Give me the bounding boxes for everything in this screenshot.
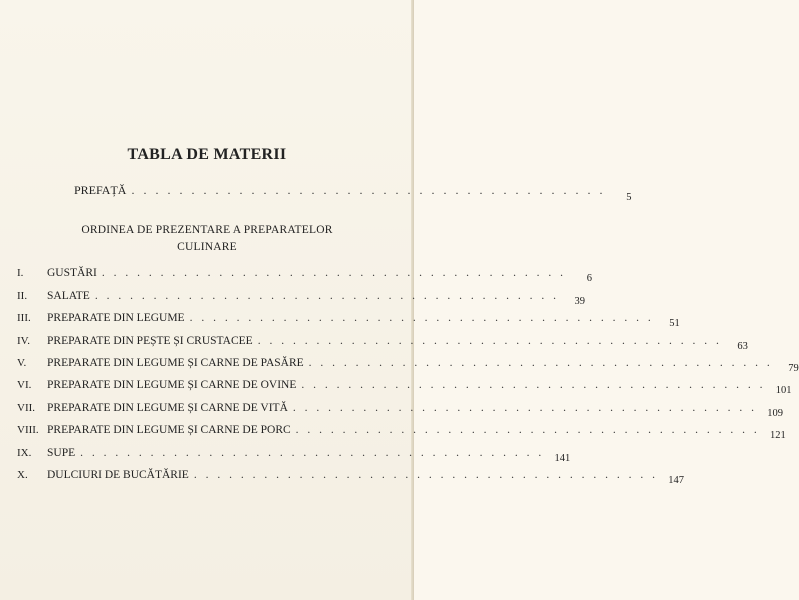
dot-leader: . . . . . . . . . . . . . . . . . . . . . . . . . . . . . . . . . . . . . . . . (295, 424, 760, 437)
chapter-page-number: 6 (586, 273, 592, 285)
chapter-page-number: 101 (775, 385, 792, 397)
chapter-number: VI. (17, 379, 32, 392)
toc-entry (17, 302, 680, 330)
chapter-number: II. (17, 289, 28, 302)
dot-leader: . . . . . . . . . . . . . . . . . . . . . . . . . . . . . . . . . . . . . . . . (292, 401, 757, 414)
chapter-title: PREPARATE DIN PEȘTE ȘI CRUSTACEE (47, 334, 253, 347)
section-heading-line-2: CULINARE (177, 241, 237, 253)
toc-entry (17, 279, 585, 307)
chapter-number: VIII. (17, 424, 39, 437)
chapter-number: X. (17, 468, 28, 481)
chapter-page-number: 109 (767, 407, 783, 419)
chapter-page-number: 51 (669, 318, 680, 330)
chapter-title: PREPARATE DIN LEGUME (47, 312, 185, 325)
dot-leader: . . . . . . . . . . . . . . . . . . . . . . . . . . . . . . . . . . . . . . . . (301, 379, 766, 392)
toc-entry (17, 347, 799, 374)
toc-entry (17, 257, 592, 285)
toc-entry (17, 369, 792, 397)
dot-leader: . . . . . . . . . . . . . . . . . . . . . . . . . . . . . . . . . . . . . . . . (257, 334, 722, 347)
preface-page-number: 5 (626, 192, 632, 203)
toc-entry (17, 459, 684, 486)
chapter-number: III. (17, 312, 31, 325)
dot-leader: . . . . . . . . . . . . . . . . . . . . . . . . . . . . . . . . . . . . . . . . (80, 446, 545, 459)
toc-entry (17, 391, 783, 419)
section-heading (0, 222, 414, 256)
dot-leader: . . . . . . . . . . . . . . . . . . . . . . . . . . . . . . . . . . . . . . . . (193, 468, 658, 481)
dot-leader: . . . . . . . . . . . . . . . . . . . . . . . . . . . . . . . . . . . . . . . . (101, 267, 566, 280)
chapter-number: V. (17, 356, 27, 369)
chapter-number: VII. (17, 401, 36, 414)
toc-entry (17, 414, 786, 442)
chapter-title: PREPARATE DIN LEGUME ȘI CARNE DE PASĂRE (47, 356, 304, 369)
dot-leader: . . . . . . . . . . . . . . . . . . . . . . . . . . . . . . . . . . . . . . . . (131, 183, 606, 197)
toc-list (17, 257, 799, 486)
toc-entry (17, 436, 571, 464)
chapter-number: I. (17, 267, 24, 280)
page-title: TABLA DE MATERII (127, 146, 287, 163)
chapter-title: SUPE (47, 446, 76, 459)
preface-entry (74, 183, 632, 203)
chapter-page-number: 141 (554, 452, 571, 464)
chapter-title: SALATE (47, 289, 90, 302)
dot-leader: . . . . . . . . . . . . . . . . . . . . . . . . . . . . . . . . . . . . . . . . (94, 289, 559, 302)
chapter-number: IV. (17, 334, 30, 347)
chapter-title: PREPARATE DIN LEGUME ȘI CARNE DE OVINE (47, 379, 297, 392)
chapter-title: GUSTĂRI (47, 267, 97, 280)
chapter-title: DULCIURI DE BUCĂTĂRIE (47, 468, 189, 481)
chapter-title: PREPARATE DIN LEGUME ȘI CARNE DE VITĂ (47, 401, 288, 414)
dot-leader: . . . . . . . . . . . . . . . . . . . . . . . . . . . . . . . . . . . . . . . . (308, 356, 773, 369)
chapter-title: PREPARATE DIN LEGUME ȘI CARNE DE PORC (47, 424, 291, 437)
chapter-page-number: 79 (788, 362, 799, 374)
chapter-page-number: 39 (574, 295, 585, 307)
preface-label: PREFAȚĂ (74, 183, 127, 197)
chapter-page-number: 63 (737, 340, 748, 352)
section-heading-line-1: ORDINEA DE PREZENTARE A PREPARATELOR (81, 224, 333, 236)
chapter-number: IX. (17, 446, 32, 459)
chapter-page-number: 121 (770, 430, 786, 442)
dot-leader: . . . . . . . . . . . . . . . . . . . . . . . . . . . . . . . . . . . . . . . . (189, 312, 654, 325)
chapter-page-number: 147 (668, 474, 684, 486)
